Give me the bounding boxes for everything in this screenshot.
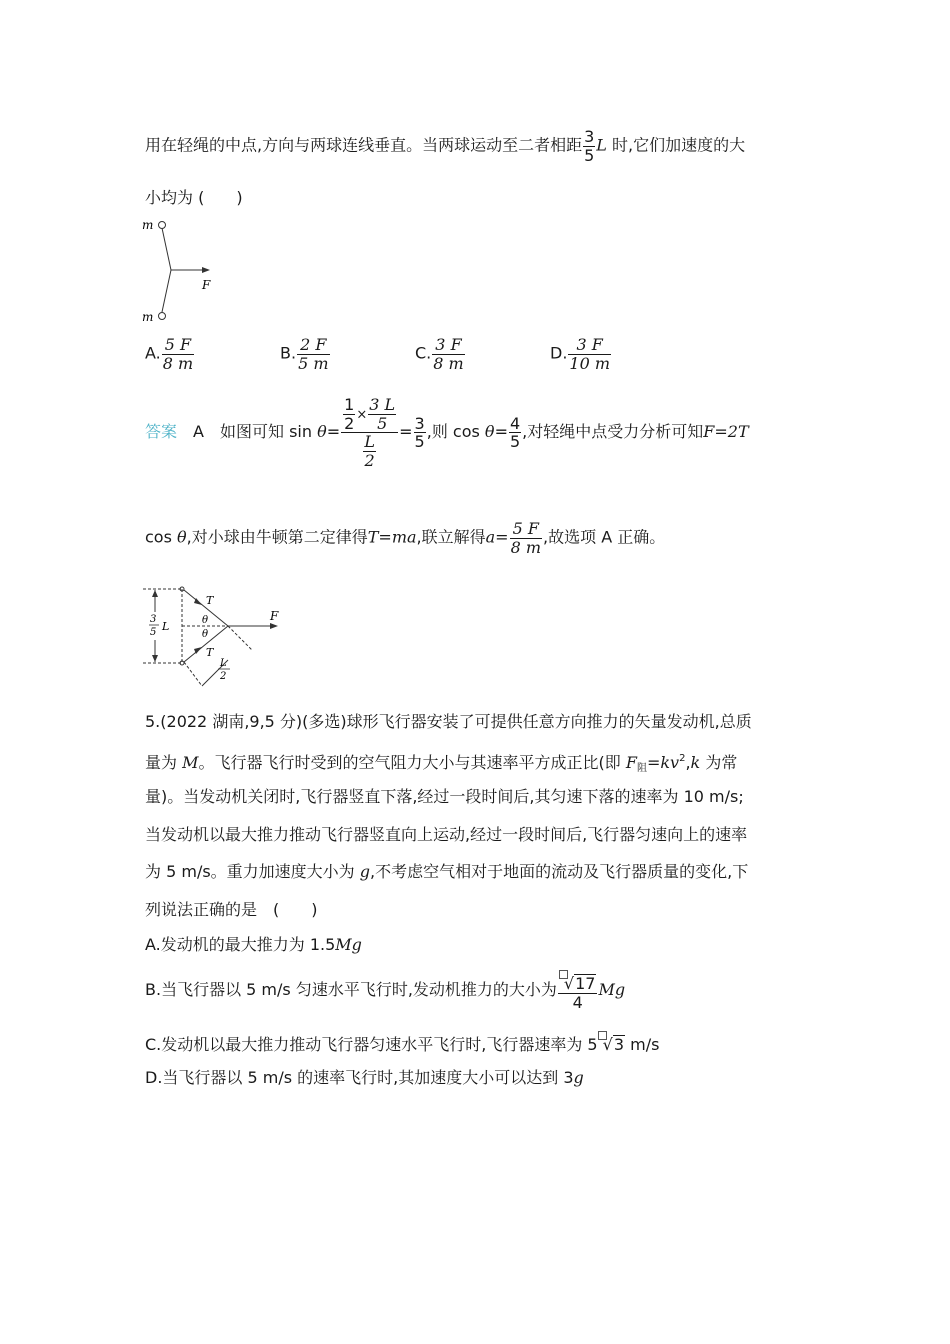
q5-line5: 为 5 m/s。重力加速度大小为 g,不考虑空气相对于地面的流动及飞行器质量的变化,下 xyxy=(145,862,749,881)
q5-option-b[interactable]: B.当飞行器以 5 m/s 匀速水平飞行时,发动机推力的大小为 $\frac{√17}{4}$ Mg xyxy=(145,970,625,1011)
option-b[interactable]: B. $\frac{2 F}{5 m}$ xyxy=(280,335,329,373)
svg-text:L: L xyxy=(162,620,170,633)
svg-text:θ: θ xyxy=(202,629,209,640)
two-ball-diagram xyxy=(140,215,220,325)
q5-option-d[interactable]: D.当飞行器以 5 m/s 的速率飞行时,其加速度大小可以达到 3g xyxy=(145,1068,584,1087)
svg-text:m: m xyxy=(142,218,154,232)
answer-line2: cos θ,对小球由牛顿第二定律得T=ma,联立解得a= $\frac{5 F}{8 m}$ ,故选项 A 正确。 xyxy=(145,519,666,557)
q5-line2: 量为 M。飞行器飞行时受到的空气阻力大小与其速率平方成正比(即 $F_阻=kv^2,k$ 为常 xyxy=(145,753,738,774)
svg-text:F: F xyxy=(202,278,211,292)
q4-stem-line2: 小均为 ( ) xyxy=(145,188,243,207)
answer-label: 答案 xyxy=(145,422,178,442)
q5-line3: 量)。当发动机关闭时,飞行器竖直下落,经过一段时间后,其匀速下落的速率为 10 m/s; xyxy=(145,787,744,806)
svg-text:3: 3 xyxy=(150,614,157,625)
q5-line4: 当发动机以最大推力推动飞行器竖直向上运动,经过一段时间后,飞行器匀速向上的速率 xyxy=(145,825,748,844)
q5-line1: 5.(2022 湖南,9,5 分)(多选)球形飞行器安装了可提供任意方向推力的矢量发动机,总质 xyxy=(145,712,752,731)
q5-line6: 列说法正确的是 ( ) xyxy=(145,900,318,919)
q5-option-a[interactable]: A.发动机的最大推力为 1.5Mg xyxy=(145,935,362,954)
svg-text:2: 2 xyxy=(220,671,227,682)
option-d[interactable]: D. $\frac{3 F}{10 m}$ xyxy=(550,335,611,373)
svg-text:T: T xyxy=(206,594,214,607)
q4-stem-line1: 用在轻绳的中点,方向与两球连线垂直。当两球运动至二者相距 $\frac{3}{5}$ L 时,它们加速度的大 xyxy=(145,127,746,165)
svg-text:F: F xyxy=(270,609,279,623)
svg-text:θ: θ xyxy=(202,615,209,626)
q5-option-c[interactable]: C.发动机以最大推力推动飞行器匀速水平飞行时,飞行器速率为 5 √3 m/s xyxy=(145,1031,659,1055)
svg-text:T: T xyxy=(206,646,214,659)
answer-line1: 答案 A 如图可知 sin θ= $\frac{1}{2}$ × $\frac{3 L}{5}$ $\frac{L}{2}$ = $\frac{3}{5}$ ,则 cos θ= $\frac{4}{5}$ ,对轻绳中点受力分析可知F=2T xyxy=(145,395,749,470)
force-analysis-diagram xyxy=(140,580,290,695)
svg-text:m: m xyxy=(142,310,154,324)
compound-fraction: $\frac{1}{2}$ × $\frac{3 L}{5}$ $\frac{L}{2}$ xyxy=(341,396,398,469)
option-c[interactable]: C. $\frac{3 F}{8 m}$ xyxy=(415,335,464,373)
stem-fraction: $\frac{3}{5}$ xyxy=(584,127,595,165)
svg-text:5: 5 xyxy=(150,627,157,638)
option-a[interactable]: A. $\frac{5 F}{8 m}$ xyxy=(145,335,194,373)
svg-text:L: L xyxy=(220,658,227,669)
